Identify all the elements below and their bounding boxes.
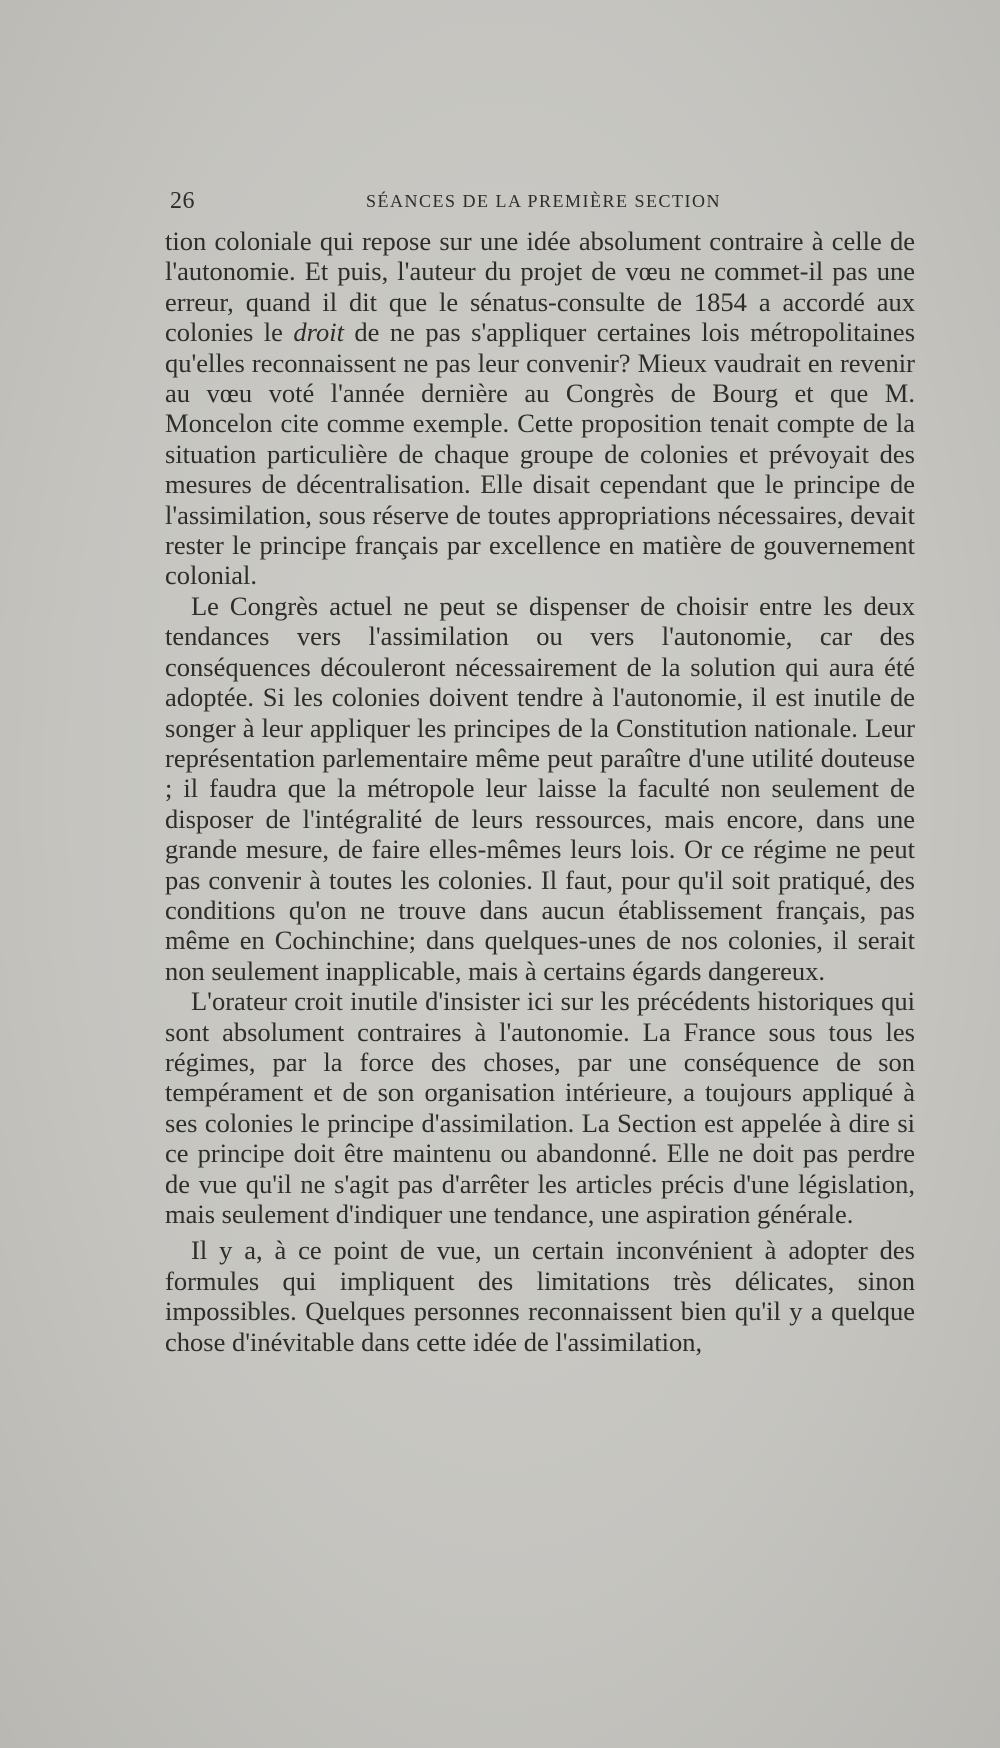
paragraph-1-text-a: tion coloniale qui repose sur une idée absolument contraire à celle de l'autonomie. Et puis, l'auteur du projet de vœu ne commet-il pas une erreur, quand il dit que le sénatus-consulte de 1854 a accordé aux colonies le bbox=[165, 226, 915, 348]
paragraph-1-text-b: de ne pas s'appliquer certaines lois métropolitaines qu'elles reconnaissent ne pas leur convenir? Mieux vaudrait en revenir au vœu voté l'année dernière au Congrès de Bourg et que M. Moncelon cite comme exemple. Cette proposition tenait compte de la situation particulière de chaque groupe de colonies et prévoyait des mesures de décentralisation. Elle disait cependant que le principe de l'assimilation, sous réserve de toutes appropriations nécessaires, devait rester le principe français par excellence en matière de gouvernement colonial. bbox=[165, 317, 916, 591]
paragraph-4: Il y a, à ce point de vue, un certain inconvénient à adopter des formules qui impliquent des limitations très délicates, sinon impossibles. Quelques personnes reconnaissent bien qu'il y a quelque chose d'inévitable dans cette idée de l'assimilation, bbox=[165, 1235, 915, 1357]
body-text bbox=[165, 226, 915, 1357]
paragraph-1-italic-word: droit bbox=[293, 317, 344, 348]
paragraph-2: Le Congrès actuel ne peut se dispenser de choisir entre les deux tendances vers l'assimilation ou vers l'autonomie, car des conséquences découleront nécessairement de la solution qui aura été adoptée. Si les colonies doivent tendre à l'autonomie, il est inutile de songer à leur appliquer les principes de la Constitution nationale. Leur représentation parlementaire même peut paraître d'une utilité douteuse ; il faudra que la métropole leur laisse la faculté non seulement de disposer de l'intégralité de leurs ressources, mais encore, dans une grande mesure, de faire elles-mêmes leurs lois. Or ce régime ne peut pas convenir à toutes les colonies. Il faut, pour qu'il soit pratiqué, des conditions qu'on ne trouve dans aucun établissement français, pas même en Cochinchine; dans quelques-unes de nos colonies, il serait non seulement inapplicable, mais à certains égards dangereux. bbox=[165, 590, 915, 986]
paragraph-1 bbox=[165, 226, 915, 591]
section-title: SÉANCES DE LA PREMIÈRE SECTION bbox=[366, 191, 722, 211]
paragraph-3: L'orateur croit inutile d'insister ici sur les précédents historiques qui sont absolument contraires à l'autonomie. La France sous tous les régimes, par la force des choses, par une conséquence de son tempérament et de son organisation intérieure, a toujours appliqué à ses colonies le principe d'assimilation. La Section est appelée à dire si ce principe doit être maintenu ou abandonné. Elle ne doit pas perdre de vue qu'il ne s'agit pas d'arrêter les articles précis d'une législation, mais seulement d'indiquer une tendance, une aspiration générale. bbox=[165, 986, 915, 1229]
page-number: 26 bbox=[170, 188, 195, 214]
running-header bbox=[170, 188, 915, 216]
